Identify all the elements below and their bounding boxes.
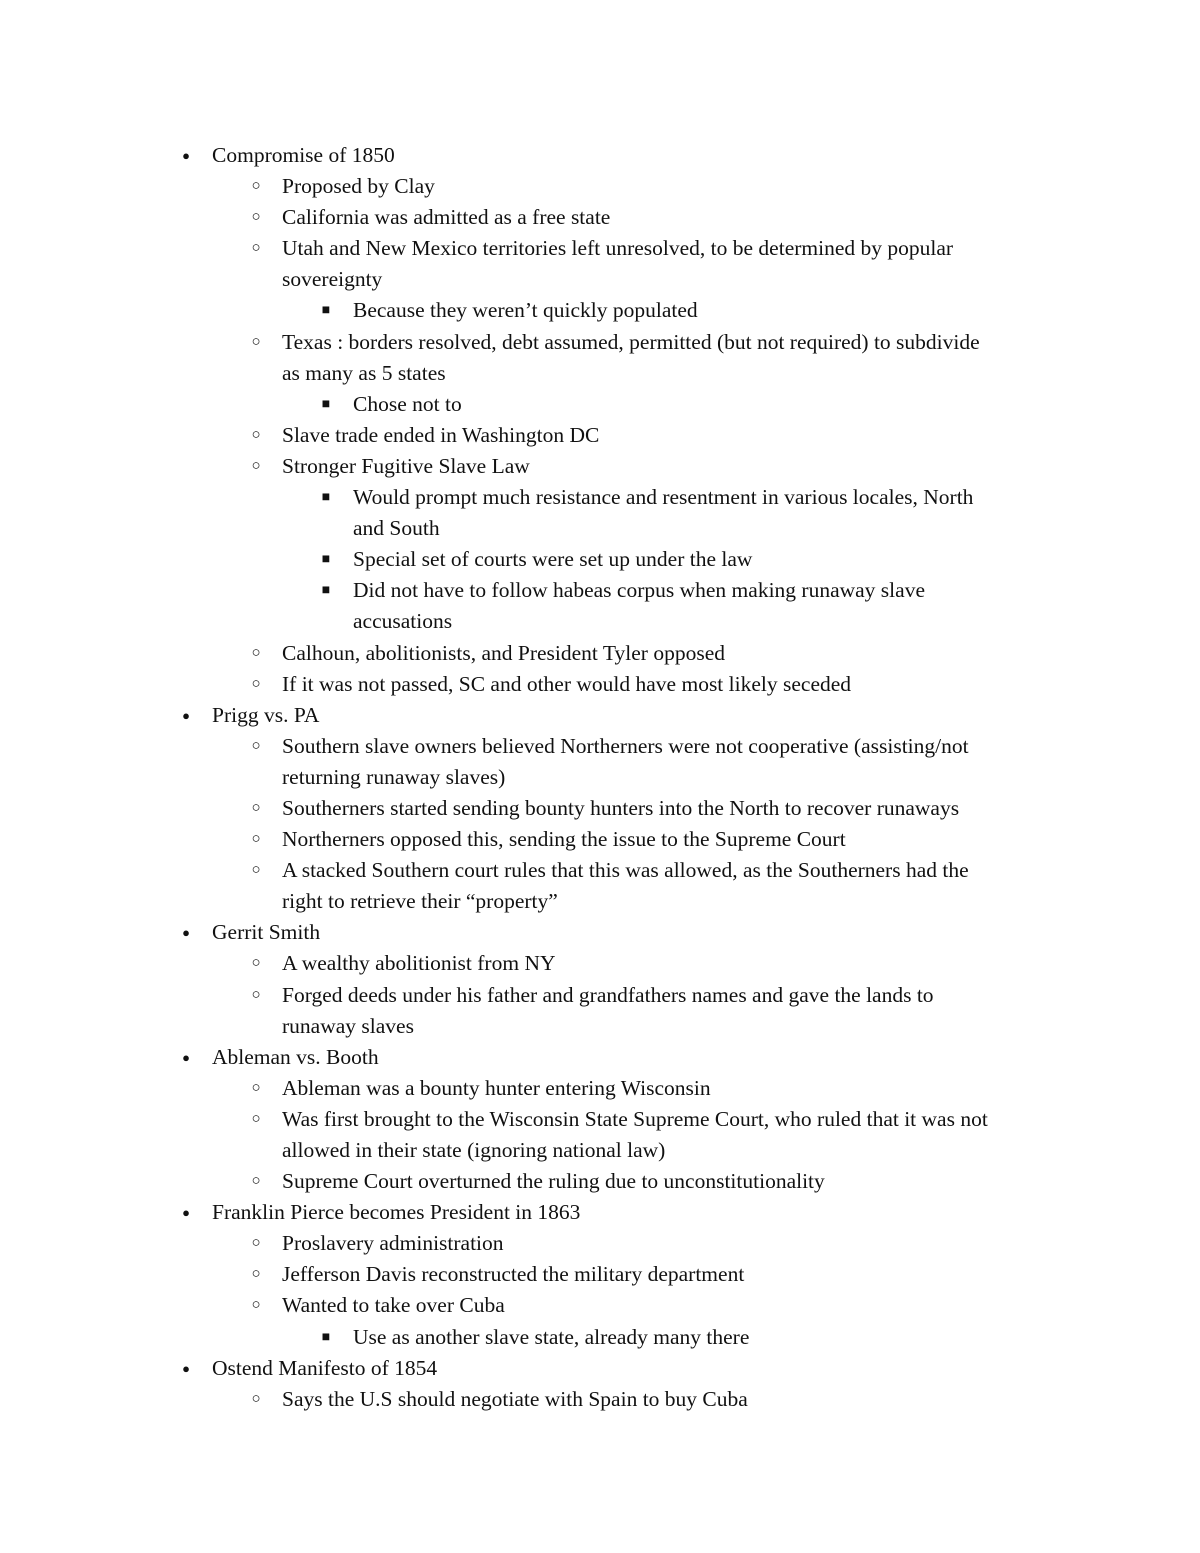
bullet-text: Did not have to follow habeas corpus when making runaway slave	[353, 578, 925, 603]
hollow-circle-bullet-icon: ○	[251, 209, 261, 226]
bullet-item-level-3	[0, 544, 1200, 575]
bullet-item-level-1	[0, 700, 1200, 731]
bullet-item-level-2	[0, 948, 1200, 979]
bullet-continuation-level-2	[0, 762, 1200, 793]
bullet-item-level-2	[0, 669, 1200, 700]
hollow-circle-bullet-icon: ○	[251, 1390, 261, 1407]
bullet-text: as many as 5 states	[282, 360, 446, 385]
bullet-text: Prigg vs. PA	[212, 702, 320, 727]
bullet-item-level-2	[0, 202, 1200, 233]
bullet-text: Use as another slave state, already many there	[353, 1324, 750, 1349]
bullet-text: California was admitted as a free state	[282, 205, 611, 230]
bullet-item-level-1	[0, 1353, 1200, 1384]
bullet-text: Chose not to	[353, 391, 462, 416]
bullet-text: Ableman vs. Booth	[212, 1044, 379, 1069]
bullet-text: Franklin Pierce becomes President in 1863	[212, 1200, 581, 1225]
hollow-circle-bullet-icon: ○	[251, 333, 261, 350]
filled-square-bullet-icon: ■	[321, 303, 331, 319]
bullet-text: accusations	[353, 609, 453, 634]
filled-circle-bullet-icon: ●	[182, 1049, 190, 1065]
bullet-item-level-2	[0, 638, 1200, 669]
bullet-text: Was first brought to the Wisconsin State Supreme Court, who ruled that it was not	[282, 1106, 988, 1131]
bullet-text: returning runaway slaves)	[282, 764, 506, 789]
bullet-text: Texas : borders resolved, debt assumed, permitted (but not required) to subdivide	[282, 329, 980, 354]
bullet-continuation-level-2	[0, 886, 1200, 917]
bullet-text: Compromise of 1850	[212, 143, 395, 167]
bullet-item-level-2	[0, 855, 1200, 886]
filled-square-bullet-icon: ■	[321, 396, 331, 412]
hollow-circle-bullet-icon: ○	[251, 862, 261, 879]
bullet-text: Calhoun, abolitionists, and President Tyler opposed	[282, 640, 725, 665]
bullet-text: A wealthy abolitionist from NY	[282, 951, 556, 976]
bullet-continuation-level-3	[0, 606, 1200, 637]
hollow-circle-bullet-icon: ○	[251, 1173, 261, 1190]
bullet-item-level-2	[0, 420, 1200, 451]
bullet-continuation-level-2	[0, 1011, 1200, 1042]
bullet-text: sovereignty	[282, 267, 383, 292]
bullet-text: Utah and New Mexico territories left unresolved, to be determined by popular	[282, 236, 954, 261]
bullet-item-level-2	[0, 1073, 1200, 1104]
bullet-item-level-2	[0, 327, 1200, 358]
bullet-text: runaway slaves	[282, 1013, 414, 1038]
bullet-text: Wanted to take over Cuba	[282, 1293, 505, 1318]
bullet-text: Supreme Court overturned the ruling due to unconstitutionality	[282, 1169, 825, 1194]
bullet-item-level-1	[0, 1197, 1200, 1228]
hollow-circle-bullet-icon: ○	[251, 1235, 261, 1252]
filled-circle-bullet-icon: ●	[182, 1205, 190, 1221]
bullet-text: Slave trade ended in Washington DC	[282, 422, 600, 447]
bullet-text: Ostend Manifesto of 1854	[212, 1355, 438, 1380]
bullet-text: and South	[353, 516, 440, 541]
bullet-text: Ableman was a bounty hunter entering Wisconsin	[282, 1075, 711, 1100]
bullet-text: allowed in their state (ignoring national law)	[282, 1138, 666, 1162]
bullet-text: Northerners opposed this, sending the issue to the Supreme Court	[282, 827, 846, 852]
hollow-circle-bullet-icon: ○	[251, 831, 261, 848]
hollow-circle-bullet-icon: ○	[251, 675, 261, 692]
bullet-item-level-1	[0, 140, 1200, 171]
filled-square-bullet-icon: ■	[321, 552, 331, 568]
bullet-continuation-level-2	[0, 264, 1200, 295]
bullet-text: Special set of courts were set up under the law	[353, 547, 753, 572]
hollow-circle-bullet-icon: ○	[251, 986, 261, 1003]
bullet-text: Proslavery administration	[282, 1231, 504, 1256]
bullet-item-level-3	[0, 482, 1200, 513]
bullet-text: Southern slave owners believed Northerners were not cooperative (assisting/not	[282, 733, 969, 758]
filled-circle-bullet-icon: ●	[182, 925, 190, 941]
hollow-circle-bullet-icon: ○	[251, 426, 261, 443]
bullet-item-level-2	[0, 731, 1200, 762]
hollow-circle-bullet-icon: ○	[251, 737, 261, 754]
bullet-item-level-2	[0, 171, 1200, 202]
hollow-circle-bullet-icon: ○	[251, 178, 261, 195]
hollow-circle-bullet-icon: ○	[251, 1297, 261, 1314]
notes-page	[0, 140, 1200, 1415]
bullet-text: If it was not passed, SC and other would have most likely seceded	[282, 671, 852, 696]
bullet-item-level-3	[0, 1322, 1200, 1353]
bullet-continuation-level-2	[0, 358, 1200, 389]
hollow-circle-bullet-icon: ○	[251, 955, 261, 972]
bullet-item-level-1	[0, 1042, 1200, 1073]
bullet-item-level-3	[0, 575, 1200, 606]
hollow-circle-bullet-icon: ○	[251, 799, 261, 816]
hollow-circle-bullet-icon: ○	[251, 1266, 261, 1283]
bullet-text: Southerners started sending bounty hunters into the North to recover runaways	[282, 795, 960, 820]
filled-square-bullet-icon: ■	[321, 583, 331, 599]
bullet-continuation-level-3	[0, 513, 1200, 544]
bullet-text: right to retrieve their “property”	[282, 889, 558, 914]
filled-circle-bullet-icon: ●	[182, 1360, 190, 1376]
bullet-item-level-2	[0, 1259, 1200, 1290]
filled-circle-bullet-icon: ●	[182, 707, 190, 723]
filled-square-bullet-icon: ■	[321, 490, 331, 506]
bullet-item-level-1	[0, 917, 1200, 948]
bullet-item-level-2	[0, 793, 1200, 824]
bullet-text: Stronger Fugitive Slave Law	[282, 453, 530, 478]
bullet-item-level-2	[0, 1228, 1200, 1259]
bullet-item-level-3	[0, 389, 1200, 420]
hollow-circle-bullet-icon: ○	[251, 240, 261, 257]
bullet-text: Says the U.S should negotiate with Spain to buy Cuba	[282, 1386, 748, 1411]
bullet-item-level-2	[0, 980, 1200, 1011]
bullet-text: A stacked Southern court rules that this was allowed, as the Southerners had the	[282, 858, 969, 883]
bullet-item-level-2	[0, 1104, 1200, 1135]
hollow-circle-bullet-icon: ○	[251, 1079, 261, 1096]
bullet-item-level-2	[0, 1290, 1200, 1321]
filled-square-bullet-icon: ■	[321, 1329, 331, 1345]
bullet-text: Forged deeds under his father and grandfathers names and gave the lands to	[282, 982, 934, 1007]
hollow-circle-bullet-icon: ○	[251, 457, 261, 474]
bullet-text: Because they weren’t quickly populated	[353, 298, 698, 323]
bullet-continuation-level-2	[0, 1135, 1200, 1166]
bullet-item-level-2	[0, 451, 1200, 482]
bullet-item-level-2	[0, 1166, 1200, 1197]
bullet-text: Jefferson Davis reconstructed the military department	[282, 1262, 745, 1287]
bullet-item-level-2	[0, 824, 1200, 855]
bullet-text: Would prompt much resistance and resentment in various locales, North	[353, 485, 974, 510]
filled-circle-bullet-icon: ●	[182, 148, 190, 163]
bullet-text: Gerrit Smith	[212, 920, 321, 945]
bullet-item-level-3	[0, 295, 1200, 326]
bullet-item-level-2	[0, 233, 1200, 264]
bullet-item-level-2	[0, 1384, 1200, 1415]
bullet-text: Proposed by Clay	[282, 174, 435, 199]
hollow-circle-bullet-icon: ○	[251, 1110, 261, 1127]
hollow-circle-bullet-icon: ○	[251, 644, 261, 661]
